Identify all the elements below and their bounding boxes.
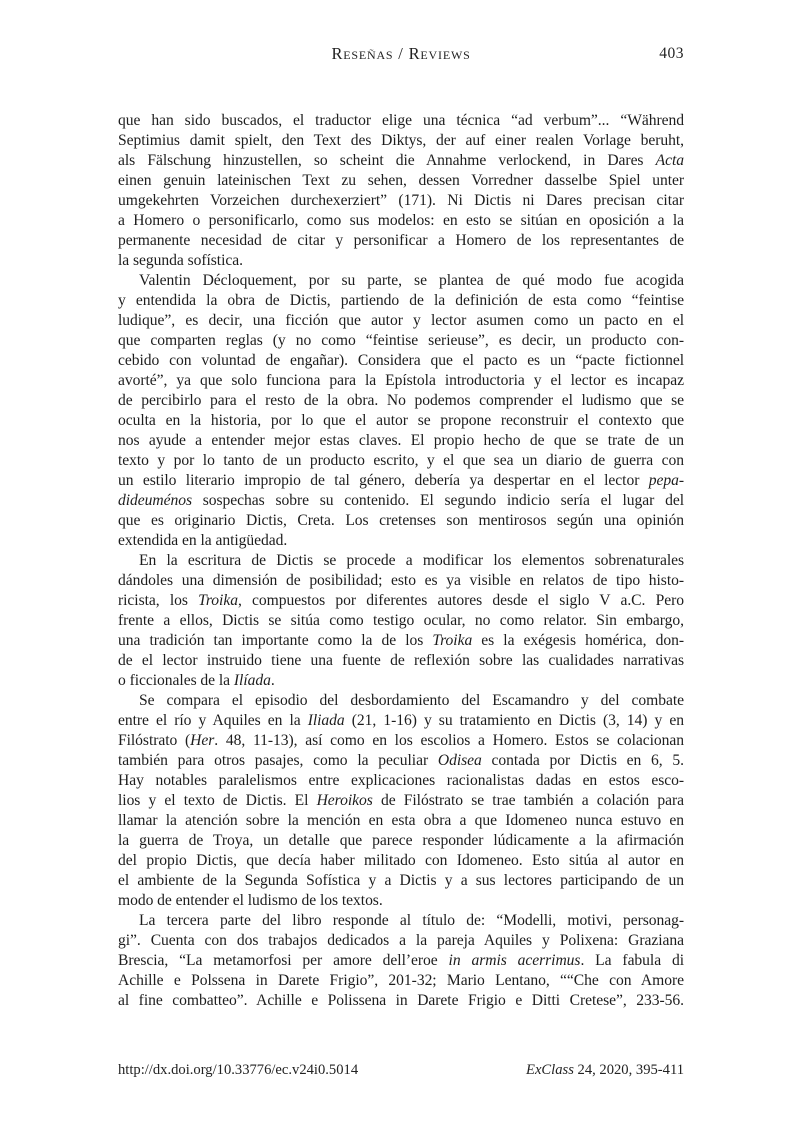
- page-footer: [118, 1062, 684, 1079]
- text-line: [118, 551, 684, 571]
- text-line: [118, 211, 684, 231]
- italic-text-segment: in armis acerrimus: [448, 952, 581, 969]
- text-line: [118, 891, 684, 911]
- text-segment: La tercera parte del libro responde al título de: “Modelli, motivi, personag-: [139, 912, 684, 929]
- text-line: [118, 151, 684, 171]
- text-segment: llamar la atención sobre la mención en esta obra a que Idomeneo nunca estuvo en: [118, 812, 684, 829]
- text-line: [118, 271, 684, 291]
- text-line: [118, 911, 684, 931]
- text-line: [118, 751, 684, 771]
- text-line: [118, 811, 684, 831]
- text-line: [118, 531, 684, 551]
- text-segment: lios y el texto de Dictis. El: [118, 792, 317, 809]
- text-segment: Valentin Décloquement, por su parte, se plantea de qué modo fue acogida: [139, 272, 684, 289]
- text-line: [118, 231, 684, 251]
- text-line: [118, 391, 684, 411]
- text-segment: avorté”, ya que solo funciona para la Epístola introductoria y el lector es incapaz: [118, 372, 684, 389]
- text-segment: una tradición tan importante como la de los: [118, 632, 433, 649]
- journal-issue: 24, 2020, 395-411: [573, 1062, 684, 1078]
- text-line: [118, 671, 684, 691]
- text-line: [118, 991, 684, 1011]
- italic-text-segment: Troika: [198, 592, 238, 609]
- text-line: [118, 731, 684, 751]
- text-segment: . La fabula di: [580, 952, 685, 969]
- text-line: [118, 611, 684, 631]
- text-segment: también para otros pasajes, como la peculiar: [118, 752, 438, 769]
- text-segment: als Fälschung hinzustellen, so scheint die Annahme verlockend, in Dares: [118, 152, 656, 169]
- text-line: [118, 411, 684, 431]
- text-segment: de el lector instruido tiene una fuente de reflexión sobre las cualidades narrativas: [118, 652, 684, 669]
- text-line: [118, 711, 684, 731]
- italic-text-segment: dideuménos: [118, 492, 192, 509]
- journal-name: ExClass: [526, 1062, 574, 1078]
- running-header: [118, 44, 684, 64]
- text-segment: la segunda sofística.: [118, 252, 243, 269]
- text-line: [118, 111, 684, 131]
- text-segment: que han sido buscados, el traductor elige una técnica “ad verbum”... “Während: [118, 112, 684, 129]
- text-segment: Achille e Polssena in Darete Frigio”, 201-32; Mario Lentano, ““Che con Amore: [118, 972, 684, 989]
- text-segment: a Homero o personificarlo, como sus modelos: en esto se sitúan en oposición a la: [118, 212, 684, 229]
- text-segment: de Filóstrato se trae también a colación para: [372, 792, 684, 809]
- text-line: [118, 491, 684, 511]
- text-segment: einen genuin lateinischen Text zu sehen, dessen Vorredner dasselbe Spiel unter: [118, 172, 684, 189]
- text-segment: Se compara el episodio del desbordamiento del Escamandro y del combate: [139, 692, 684, 709]
- text-segment: En la escritura de Dictis se procede a modificar los elementos sobrenaturales: [139, 552, 684, 569]
- text-line: [118, 771, 684, 791]
- text-segment: sospechas sobre su contenido. El segundo indicio sería el lugar del: [192, 492, 684, 509]
- text-line: [118, 191, 684, 211]
- italic-text-segment: Troika: [432, 632, 473, 649]
- text-segment: Hay notables paralelismos entre explicaciones racionalistas dadas en estos esco-: [118, 772, 684, 789]
- text-segment: cebido con voluntad de engañar). Considera que el pacto es un “pacte fictionnel: [118, 352, 684, 369]
- text-segment: gi”. Cuenta con dos trabajos dedicados a la pareja Aquiles y Polixena: Graziana: [118, 932, 684, 949]
- text-segment: frente a ellos, Dictis se sitúa como testigo ocular, no como relator. Sin embargo,: [118, 612, 684, 629]
- text-segment: permanente necesidad de citar y personificar a Homero de los representantes de: [118, 232, 684, 249]
- text-segment: ludique”, es decir, una ficción que autor y lector asumen como un pacto en el: [118, 312, 684, 329]
- text-segment: dándoles una dimensión de posibilidad; esto es ya visible en relatos de tipo histo-: [118, 572, 684, 589]
- page-number: 403: [659, 45, 684, 62]
- text-segment: y entendida la obra de Dictis, partiendo de la definición de esta como “feintise: [118, 292, 684, 309]
- text-segment: oculta en la historia, por lo que el autor se propone reconstruir el contexto que: [118, 412, 684, 429]
- italic-text-segment: pepa-: [648, 472, 684, 489]
- text-line: [118, 451, 684, 471]
- text-line: [118, 591, 684, 611]
- text-line: [118, 471, 684, 491]
- text-segment: modo de entender el ludismo de los textos.: [118, 892, 383, 909]
- italic-text-segment: Odisea: [437, 752, 482, 769]
- text-segment: Filóstrato (: [118, 732, 191, 749]
- text-segment: ricista, los: [118, 592, 199, 609]
- text-segment: extendida en la antigüedad.: [118, 532, 288, 549]
- text-segment: .: [270, 672, 275, 689]
- text-line: [118, 631, 684, 651]
- text-line: [118, 431, 684, 451]
- italic-text-segment: Heroikos: [316, 792, 373, 809]
- text-line: [118, 791, 684, 811]
- text-line: [118, 871, 684, 891]
- article-body: [118, 111, 684, 1011]
- text-line: [118, 571, 684, 591]
- text-segment: es la exégesis homérica, don-: [472, 632, 685, 649]
- text-segment: la guerra de Troya, un detalle que parece responder lúdicamente a la afirmación: [118, 832, 684, 849]
- doi-text: http://dx.doi.org/10.33776/ec.v24i0.5014: [118, 1062, 359, 1078]
- text-segment: un estilo literario impropio de tal género, debería ya despertar en el lector: [118, 472, 649, 489]
- text-line: [118, 851, 684, 871]
- text-line: [118, 331, 684, 351]
- journal-reference: [526, 1062, 684, 1079]
- text-line: [118, 351, 684, 371]
- text-line: [118, 291, 684, 311]
- italic-text-segment: Her: [190, 732, 215, 749]
- text-line: [118, 131, 684, 151]
- text-segment: umgekehrten Vorzeichen durchexerziert” (171). Ni Dictis ni Dares precisan citar: [118, 192, 684, 209]
- text-segment: texto y por lo tanto de un producto escrito, y el que sea un diario de guerra con: [118, 452, 684, 469]
- text-line: [118, 311, 684, 331]
- text-line: [118, 831, 684, 851]
- text-line: [118, 651, 684, 671]
- text-line: [118, 511, 684, 531]
- text-line: [118, 971, 684, 991]
- text-segment: al fine combatteo”. Achille e Polissena in Darete Frigio e Ditti Cretese”, 233-56.: [118, 992, 684, 1009]
- text-segment: entre el río y Aquiles en la: [118, 712, 308, 729]
- text-segment: o ficcionales de la: [118, 672, 234, 689]
- text-segment: Brescia, “La metamorfosi per amore dell’eroe: [118, 952, 449, 969]
- italic-text-segment: Ilíada: [233, 672, 271, 689]
- running-header-title: Reseñas / Reviews: [331, 44, 471, 63]
- italic-text-segment: Acta: [655, 152, 684, 169]
- text-segment: que comparten reglas (y no como “feintise serieuse”, es decir, un producto con-: [118, 332, 684, 349]
- text-segment: el ambiente de la Segunda Sofística y a Dictis y a sus lectores participando de un: [118, 872, 684, 889]
- text-segment: nos ayude a entender mejor estas claves. El propio hecho de que se trate de un: [118, 432, 684, 449]
- text-line: [118, 691, 684, 711]
- text-line: [118, 171, 684, 191]
- text-line: [118, 371, 684, 391]
- text-segment: del propio Dictis, que decía haber militado con Idomeneo. Esto sitúa al autor en: [118, 852, 684, 869]
- text-line: [118, 251, 684, 271]
- italic-text-segment: Iliada: [307, 712, 345, 729]
- text-segment: . 48, 11-13), así como en los escolios a Homero. Estos se colacionan: [214, 732, 684, 749]
- text-segment: de percibirlo para el resto de la obra. No podemos comprender el ludismo que se: [118, 392, 684, 409]
- text-segment: Septimius damit spielt, den Text des Diktys, der auf einer realen Vorlage beruht,: [118, 132, 684, 149]
- text-line: [118, 931, 684, 951]
- text-segment: (21, 1-16) y su tratamiento en Dictis (3, 14) y en: [344, 712, 684, 729]
- text-segment: contada por Dictis en 6, 5.: [481, 752, 684, 769]
- text-segment: , compuestos por diferentes autores desde el siglo V a.C. Pero: [237, 592, 684, 609]
- text-segment: que es originario Dictis, Creta. Los cretenses son mentirosos según una opinión: [118, 512, 684, 529]
- text-line: [118, 951, 684, 971]
